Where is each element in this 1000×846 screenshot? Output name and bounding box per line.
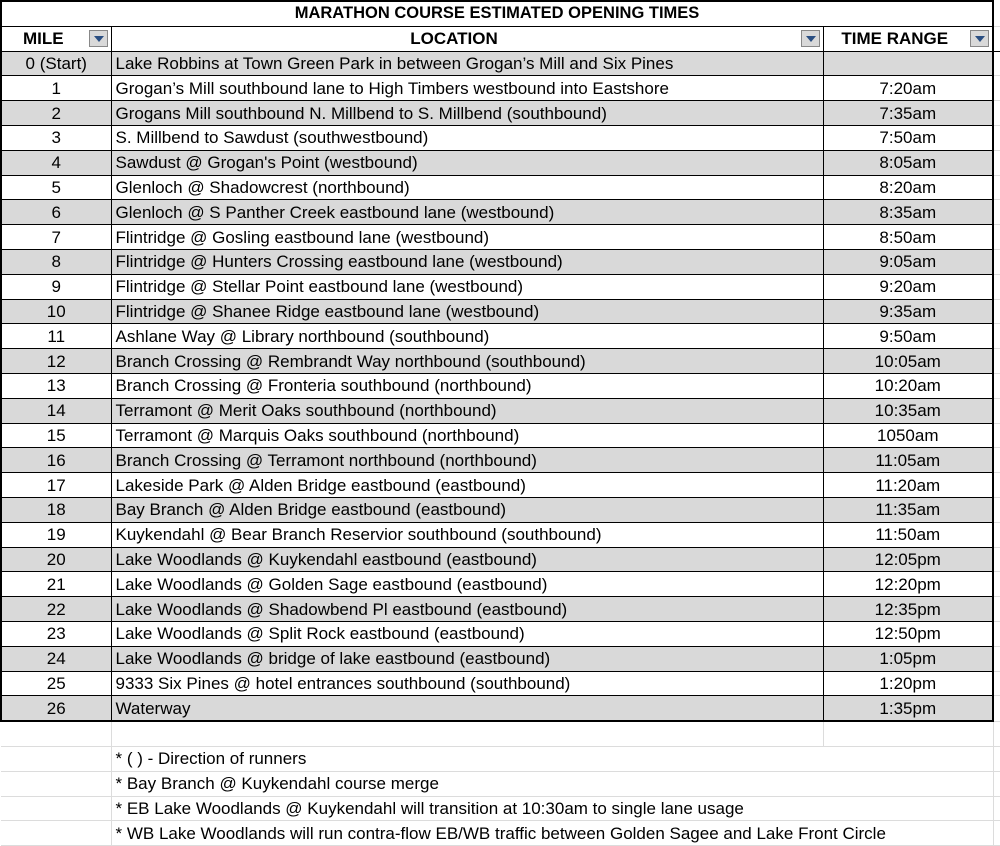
time-range-cell[interactable]: 1:35pm bbox=[823, 696, 993, 721]
mile-cell[interactable]: 0 (Start) bbox=[1, 51, 111, 76]
table-row bbox=[1, 125, 1000, 150]
location-cell[interactable]: Lake Woodlands @ Split Rock eastbound (eastbound) bbox=[111, 621, 823, 646]
note-text[interactable]: * EB Lake Woodlands @ Kuykendahl will transition at 10:30am to single lane usage bbox=[111, 796, 993, 821]
note-row bbox=[1, 821, 1000, 846]
title-row bbox=[1, 1, 1000, 26]
empty-cell[interactable] bbox=[993, 621, 1000, 646]
empty-cell[interactable] bbox=[993, 423, 1000, 448]
empty-cell[interactable] bbox=[993, 497, 1000, 522]
header-location-label: LOCATION bbox=[410, 29, 498, 49]
time-range-cell[interactable]: 9:20am bbox=[823, 274, 993, 299]
time-range-cell[interactable]: 8:50am bbox=[823, 225, 993, 250]
empty-cell[interactable] bbox=[993, 398, 1000, 423]
location-cell[interactable]: Flintridge @ Gosling eastbound lane (westbound) bbox=[111, 225, 823, 250]
table-row bbox=[1, 522, 1000, 547]
header-mile-label: MILE bbox=[22, 29, 64, 49]
mile-cell[interactable]: 20 bbox=[1, 547, 111, 572]
location-cell[interactable]: Branch Crossing @ Terramont northbound (northbound) bbox=[111, 448, 823, 473]
time-range-cell[interactable]: 12:50pm bbox=[823, 621, 993, 646]
table-row bbox=[1, 597, 1000, 622]
mile-cell[interactable]: 12 bbox=[1, 349, 111, 374]
location-cell[interactable]: Branch Crossing @ Rembrandt Way northbound (southbound) bbox=[111, 349, 823, 374]
empty-cell[interactable] bbox=[1, 796, 111, 821]
mile-cell[interactable]: 15 bbox=[1, 423, 111, 448]
mile-cell[interactable]: 3 bbox=[1, 125, 111, 150]
empty-cell[interactable] bbox=[993, 796, 1000, 821]
header-location[interactable] bbox=[111, 26, 823, 51]
time-range-cell[interactable]: 10:35am bbox=[823, 398, 993, 423]
mile-cell[interactable]: 23 bbox=[1, 621, 111, 646]
empty-cell[interactable] bbox=[993, 671, 1000, 696]
empty-cell[interactable] bbox=[993, 349, 1000, 374]
empty-cell[interactable] bbox=[993, 175, 1000, 200]
location-cell[interactable]: Sawdust @ Grogan's Point (westbound) bbox=[111, 150, 823, 175]
mile-cell[interactable]: 18 bbox=[1, 497, 111, 522]
empty-cell[interactable] bbox=[1, 821, 111, 846]
time-range-cell[interactable]: 8:20am bbox=[823, 175, 993, 200]
header-time-range[interactable] bbox=[823, 26, 993, 51]
mile-cell[interactable]: 1 bbox=[1, 76, 111, 101]
empty-cell[interactable] bbox=[993, 547, 1000, 572]
mile-cell[interactable]: 14 bbox=[1, 398, 111, 423]
mile-cell[interactable]: 8 bbox=[1, 249, 111, 274]
empty-cell[interactable] bbox=[993, 373, 1000, 398]
mile-cell[interactable]: 6 bbox=[1, 200, 111, 225]
mile-filter-dropdown-icon[interactable] bbox=[89, 30, 108, 47]
location-cell[interactable]: Grogans Mill southbound N. Millbend to S. Millbend (southbound) bbox=[111, 101, 823, 126]
header-row bbox=[1, 26, 1000, 51]
table-row bbox=[1, 621, 1000, 646]
mile-cell[interactable]: 22 bbox=[1, 597, 111, 622]
time-range-cell[interactable]: 1:20pm bbox=[823, 671, 993, 696]
table-row bbox=[1, 423, 1000, 448]
empty-cell[interactable] bbox=[993, 324, 1000, 349]
empty-cell[interactable] bbox=[993, 51, 1000, 76]
location-cell[interactable]: Ashlane Way @ Library northbound (southbound) bbox=[111, 324, 823, 349]
empty-cell[interactable] bbox=[993, 696, 1000, 721]
mile-cell[interactable]: 2 bbox=[1, 101, 111, 126]
location-cell[interactable]: Flintridge @ Hunters Crossing eastbound lane (westbound) bbox=[111, 249, 823, 274]
location-cell[interactable]: Flintridge @ Stellar Point eastbound lane (westbound) bbox=[111, 274, 823, 299]
location-cell[interactable]: Lake Woodlands @ bridge of lake eastbound (eastbound) bbox=[111, 646, 823, 671]
mile-cell[interactable]: 4 bbox=[1, 150, 111, 175]
location-cell[interactable]: Lakeside Park @ Alden Bridge eastbound (eastbound) bbox=[111, 473, 823, 498]
location-cell[interactable]: Lake Woodlands @ Kuykendahl eastbound (eastbound) bbox=[111, 547, 823, 572]
table-row bbox=[1, 150, 1000, 175]
empty-cell[interactable] bbox=[993, 522, 1000, 547]
note-row bbox=[1, 746, 1000, 771]
table-row bbox=[1, 547, 1000, 572]
time-range-cell[interactable]: 11:35am bbox=[823, 497, 993, 522]
table-row bbox=[1, 448, 1000, 473]
table-row bbox=[1, 76, 1000, 101]
location-cell[interactable]: Terramont @ Marquis Oaks southbound (northbound) bbox=[111, 423, 823, 448]
time-range-cell[interactable]: 9:50am bbox=[823, 324, 993, 349]
empty-cell[interactable] bbox=[993, 721, 1000, 746]
table-row bbox=[1, 274, 1000, 299]
time-filter-dropdown-icon[interactable] bbox=[970, 30, 989, 47]
location-cell[interactable]: Branch Crossing @ Fronteria southbound (northbound) bbox=[111, 373, 823, 398]
location-cell[interactable]: Lake Woodlands @ Golden Sage eastbound (eastbound) bbox=[111, 572, 823, 597]
location-cell[interactable]: S. Millbend to Sawdust (southwestbound) bbox=[111, 125, 823, 150]
time-range-cell[interactable]: 12:35pm bbox=[823, 597, 993, 622]
empty-cell[interactable] bbox=[993, 597, 1000, 622]
time-range-cell[interactable]: 9:05am bbox=[823, 249, 993, 274]
empty-cell[interactable] bbox=[993, 572, 1000, 597]
empty-cell[interactable] bbox=[993, 473, 1000, 498]
mile-cell[interactable]: 24 bbox=[1, 646, 111, 671]
location-cell[interactable]: Terramont @ Merit Oaks southbound (northbound) bbox=[111, 398, 823, 423]
table-row bbox=[1, 299, 1000, 324]
table-title[interactable]: MARATHON COURSE ESTIMATED OPENING TIMES bbox=[1, 1, 993, 26]
mile-cell[interactable]: 19 bbox=[1, 522, 111, 547]
table-row bbox=[1, 646, 1000, 671]
table-row bbox=[1, 225, 1000, 250]
time-range-cell[interactable]: 1050am bbox=[823, 423, 993, 448]
table-row bbox=[1, 200, 1000, 225]
location-filter-dropdown-icon[interactable] bbox=[801, 30, 820, 47]
empty-cell[interactable] bbox=[993, 125, 1000, 150]
empty-row bbox=[1, 721, 1000, 746]
location-cell[interactable]: Lake Robbins at Town Green Park in between Grogan’s Mill and Six Pines bbox=[111, 51, 823, 76]
empty-cell[interactable] bbox=[1, 746, 111, 771]
empty-cell[interactable] bbox=[993, 150, 1000, 175]
location-cell[interactable]: Flintridge @ Shanee Ridge eastbound lane (westbound) bbox=[111, 299, 823, 324]
mile-cell[interactable]: 25 bbox=[1, 671, 111, 696]
time-range-cell[interactable]: 7:50am bbox=[823, 125, 993, 150]
time-range-cell[interactable]: 11:20am bbox=[823, 473, 993, 498]
table-row bbox=[1, 398, 1000, 423]
empty-cell[interactable] bbox=[993, 101, 1000, 126]
empty-cell[interactable] bbox=[993, 274, 1000, 299]
empty-cell[interactable] bbox=[993, 249, 1000, 274]
note-text[interactable]: * ( ) - Direction of runners bbox=[111, 746, 993, 771]
empty-cell[interactable] bbox=[993, 746, 1000, 771]
empty-cell[interactable] bbox=[1, 721, 111, 746]
header-mile[interactable] bbox=[1, 26, 111, 51]
time-range-cell[interactable]: 7:20am bbox=[823, 76, 993, 101]
time-range-cell[interactable] bbox=[823, 51, 993, 76]
time-range-cell[interactable]: 10:05am bbox=[823, 349, 993, 374]
table-row bbox=[1, 671, 1000, 696]
table-row bbox=[1, 696, 1000, 721]
time-range-cell[interactable]: 7:35am bbox=[823, 101, 993, 126]
mile-cell[interactable]: 17 bbox=[1, 473, 111, 498]
empty-cell[interactable] bbox=[993, 646, 1000, 671]
location-cell[interactable]: Waterway bbox=[111, 696, 823, 721]
empty-cell[interactable] bbox=[993, 299, 1000, 324]
mile-cell[interactable]: 16 bbox=[1, 448, 111, 473]
table-row bbox=[1, 51, 1000, 76]
table-row bbox=[1, 373, 1000, 398]
time-range-cell[interactable]: 8:05am bbox=[823, 150, 993, 175]
time-range-cell[interactable]: 1:05pm bbox=[823, 646, 993, 671]
empty-cell[interactable] bbox=[111, 721, 823, 746]
empty-cell[interactable] bbox=[993, 225, 1000, 250]
location-cell[interactable]: Lake Woodlands @ Shadowbend Pl eastbound (eastbound) bbox=[111, 597, 823, 622]
mile-cell[interactable]: 9 bbox=[1, 274, 111, 299]
location-cell[interactable]: Glenloch @ S Panther Creek eastbound lane (westbound) bbox=[111, 200, 823, 225]
time-range-cell[interactable]: 8:35am bbox=[823, 200, 993, 225]
time-range-cell[interactable]: 10:20am bbox=[823, 373, 993, 398]
mile-cell[interactable]: 21 bbox=[1, 572, 111, 597]
time-range-cell[interactable]: 11:50am bbox=[823, 522, 993, 547]
table-row bbox=[1, 349, 1000, 374]
empty-cell[interactable] bbox=[1, 771, 111, 796]
table-row bbox=[1, 473, 1000, 498]
empty-cell[interactable] bbox=[993, 771, 1000, 796]
time-range-cell[interactable]: 11:05am bbox=[823, 448, 993, 473]
mile-cell[interactable]: 11 bbox=[1, 324, 111, 349]
time-range-cell[interactable]: 12:05pm bbox=[823, 547, 993, 572]
location-cell[interactable]: Grogan’s Mill southbound lane to High Timbers westbound into Eastshore bbox=[111, 76, 823, 101]
note-row bbox=[1, 796, 1000, 821]
note-row bbox=[1, 771, 1000, 796]
empty-cell[interactable] bbox=[993, 821, 1000, 846]
time-range-cell[interactable]: 12:20pm bbox=[823, 572, 993, 597]
empty-cell[interactable] bbox=[993, 448, 1000, 473]
table-row bbox=[1, 324, 1000, 349]
empty-cell[interactable] bbox=[823, 721, 993, 746]
empty-cell[interactable] bbox=[993, 200, 1000, 225]
empty-cell[interactable] bbox=[993, 76, 1000, 101]
location-cell[interactable]: 9333 Six Pines @ hotel entrances southbound (southbound) bbox=[111, 671, 823, 696]
location-cell[interactable]: Kuykendahl @ Bear Branch Reservior southbound (southbound) bbox=[111, 522, 823, 547]
mile-cell[interactable]: 5 bbox=[1, 175, 111, 200]
table-row bbox=[1, 249, 1000, 274]
table-row bbox=[1, 101, 1000, 126]
mile-cell[interactable]: 10 bbox=[1, 299, 111, 324]
mile-cell[interactable]: 7 bbox=[1, 225, 111, 250]
note-text[interactable]: * Bay Branch @ Kuykendahl course merge bbox=[111, 771, 993, 796]
note-text[interactable]: * WB Lake Woodlands will run contra-flow EB/WB traffic between Golden Sagee and Lake Front Circle bbox=[111, 821, 993, 846]
mile-cell[interactable]: 13 bbox=[1, 373, 111, 398]
time-range-cell[interactable]: 9:35am bbox=[823, 299, 993, 324]
mile-cell[interactable]: 26 bbox=[1, 696, 111, 721]
table-row bbox=[1, 497, 1000, 522]
location-cell[interactable]: Bay Branch @ Alden Bridge eastbound (eastbound) bbox=[111, 497, 823, 522]
header-time-label: TIME RANGE bbox=[841, 29, 949, 49]
location-cell[interactable]: Glenloch @ Shadowcrest (northbound) bbox=[111, 175, 823, 200]
table-row bbox=[1, 572, 1000, 597]
table-row bbox=[1, 175, 1000, 200]
